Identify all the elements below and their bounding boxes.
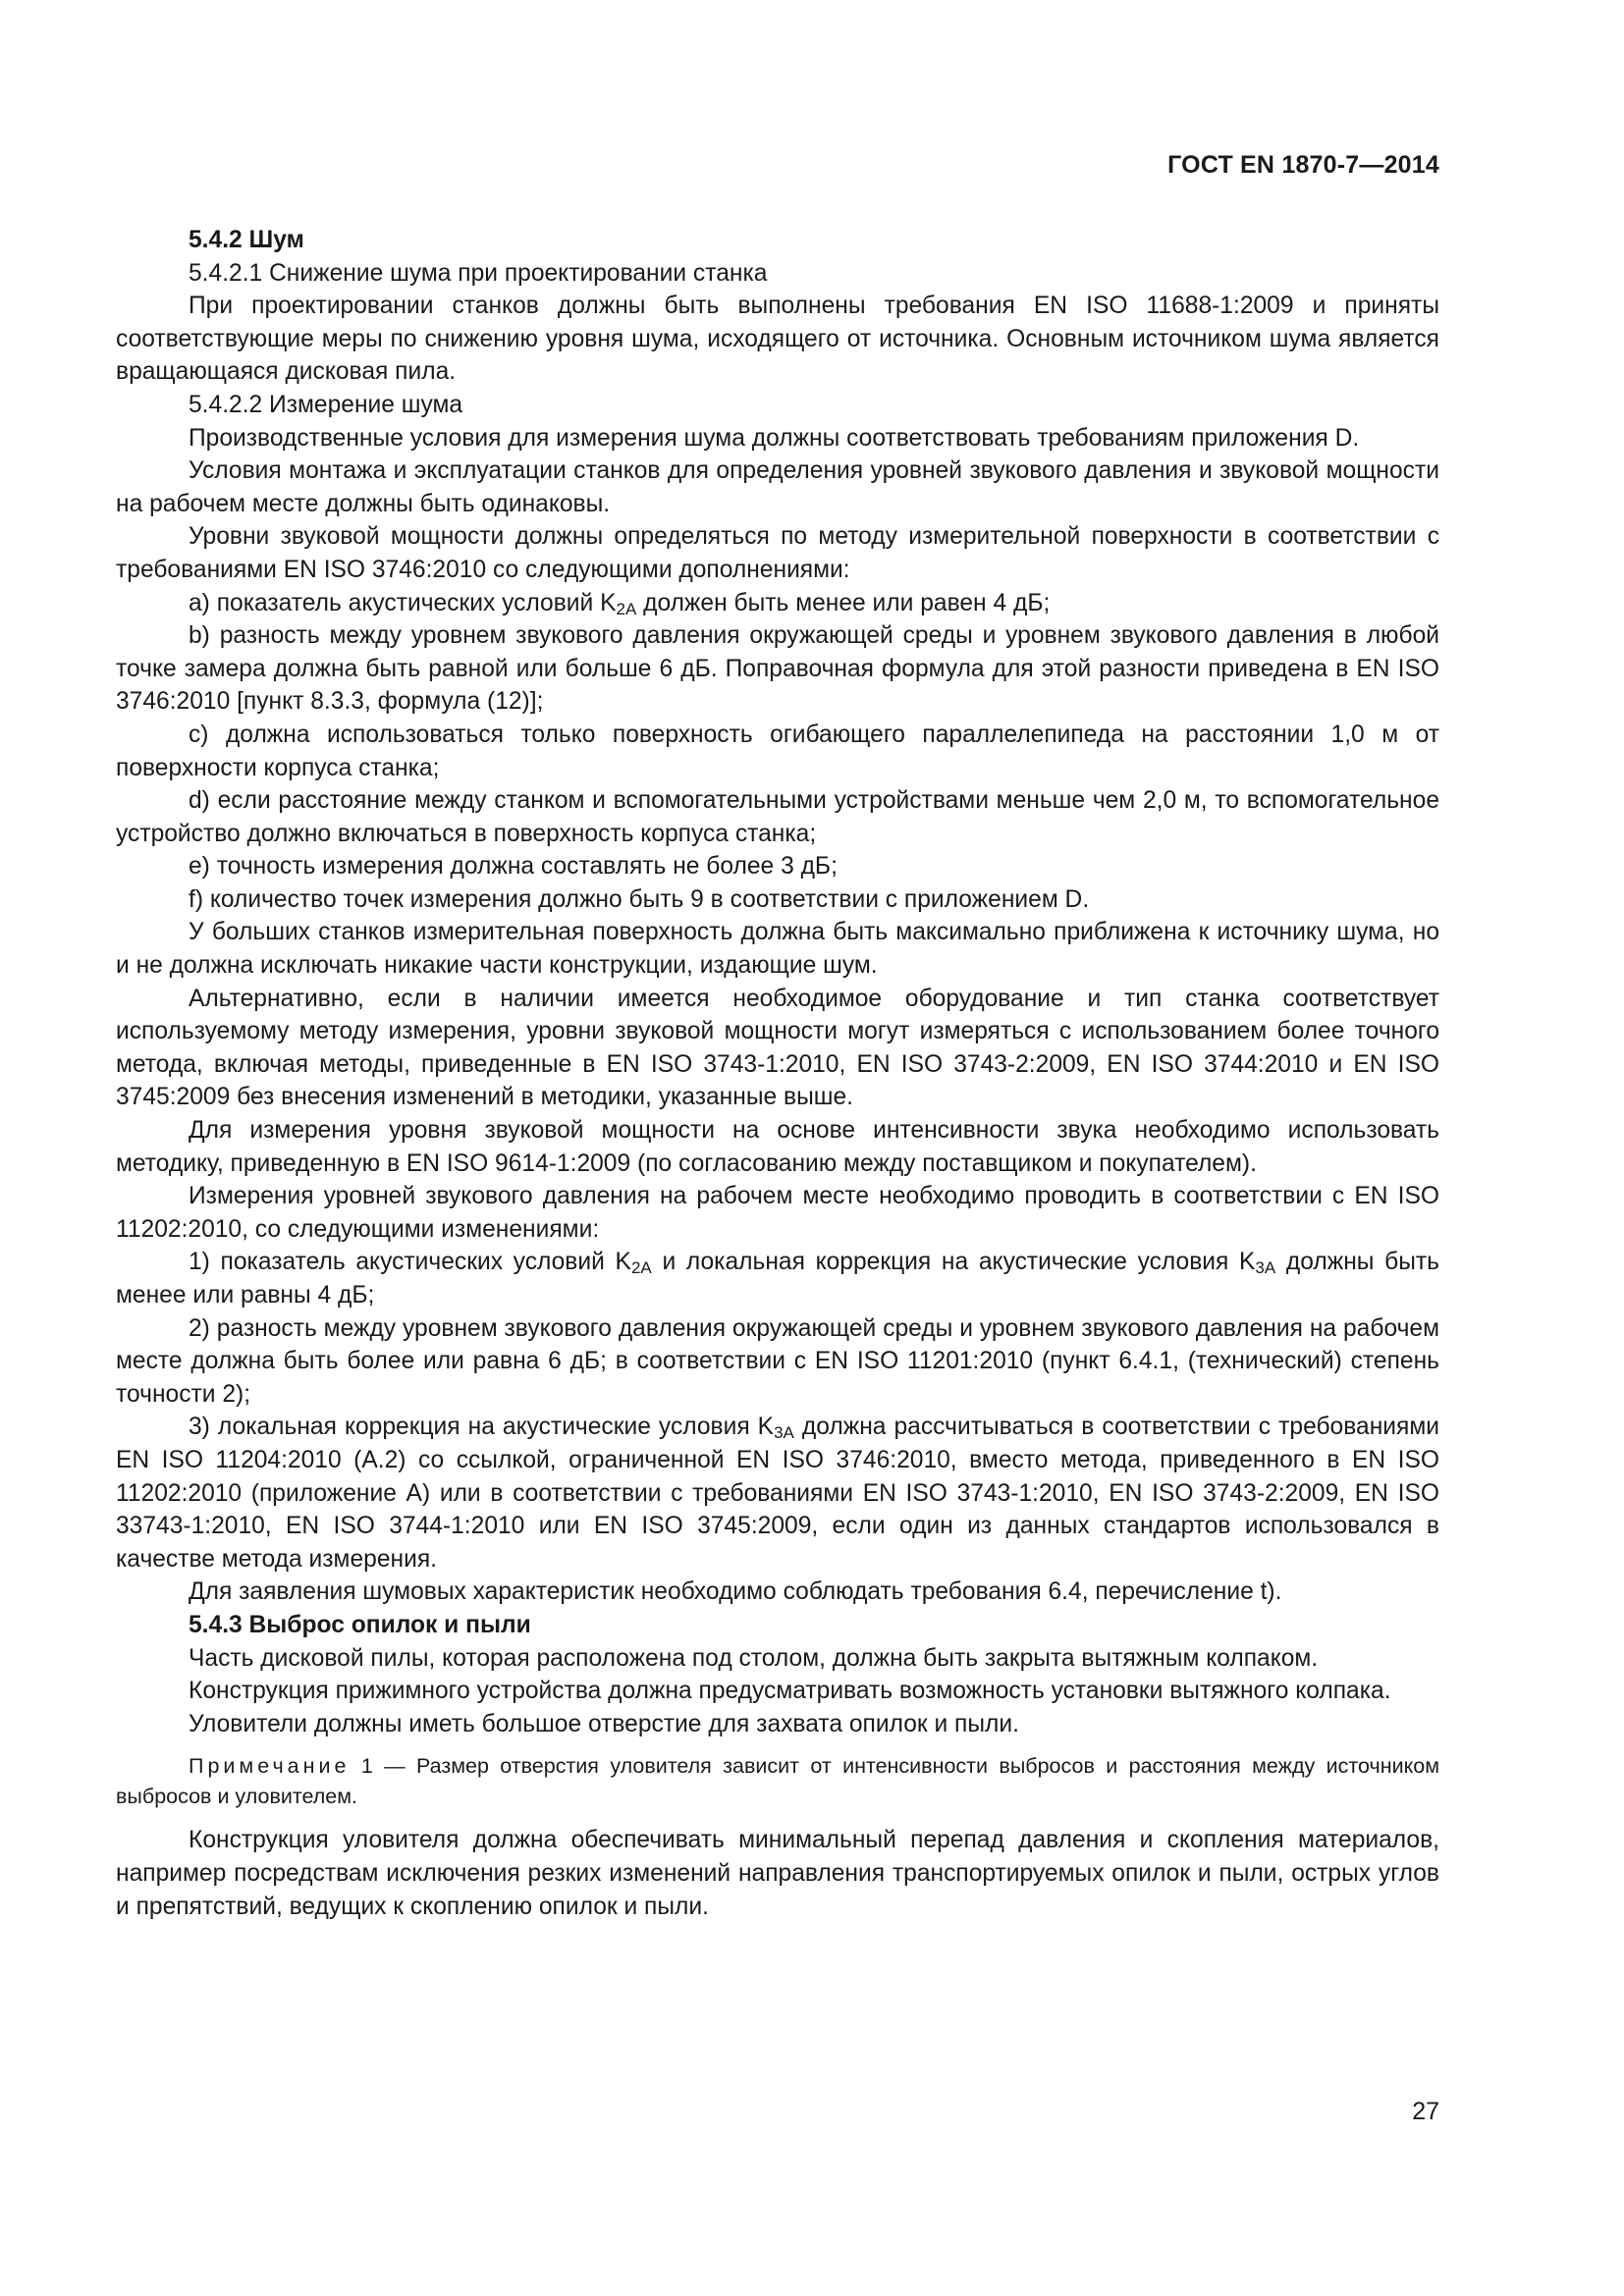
paragraph: Измерения уровней звукового давления на рабочем месте необходимо проводить в соответствии с EN ISO 11202:2010, со следующими изменениями:: [116, 1183, 1439, 1243]
note-text: 1 — Размер отверстия уловителя зависит от интенсивности выбросов и расстояния между источником выбросов и уловителем.: [116, 1754, 1439, 1809]
list-item-text: и локальная коррекция на акустические условия K: [651, 1249, 1256, 1276]
list-item-text: 1) показатель акустических условий K: [189, 1249, 631, 1276]
subscript: 3A: [774, 1423, 794, 1443]
paragraph: Альтернативно, если в наличии имеется необходимое оборудование и тип станка соответствует используемому методу измерения, уровни звуковой мощности могут измеряться с использованием более точного метода, включая методы, приведенные в EN ISO 3743-1:2010, EN ISO 3743-2:2009, EN ISO 3744:2010 и EN ISO 3745:2009 без внесения изменений в методики, указанные выше.: [116, 985, 1439, 1111]
document-body: [116, 224, 1439, 1923]
note: [116, 1751, 1439, 1812]
subscript: 2A: [630, 1258, 652, 1278]
list-item-2: 2) разность между уровнем звукового давления окружающей среды и уровнем звукового давления на рабочем месте должна быть более или равна 6 дБ; в соответствии с EN ISO 11201:2010 (пункт 6.4.1, (технический) степень точности 2);: [116, 1314, 1439, 1408]
section-heading-5-4-2: 5.4.2 Шум: [189, 227, 304, 253]
subsection-heading-5-4-2-1: 5.4.2.1 Снижение шума при проектировании станка: [189, 259, 768, 287]
subscript: 2A: [616, 599, 637, 618]
list-item-1: [116, 1246, 1439, 1311]
list-item-b: b) разность между уровнем звукового давления окружающей среды и уровнем звукового давления в любой точке замера должна быть равной или больше 6 дБ. Поправочная формула для этой разности приведена в EN ISO 3746:2010 [пункт 8.3.3, формула (12)];: [116, 622, 1439, 716]
list-item-e: e) точность измерения должна составлять не более 3 дБ;: [189, 853, 838, 881]
list-item-a: [116, 587, 1439, 620]
document-header: ГОСТ EN 1870-7—2014: [1167, 151, 1439, 179]
list-item-text: a) показатель акустических условий K: [189, 589, 617, 616]
paragraph: У больших станков измерительная поверхность должна быть максимально приближена к источнику шума, но и не должна исключать никакие части конструкции, издающие шум.: [116, 919, 1439, 980]
subsection-heading-5-4-2-2: 5.4.2.2 Измерение шума: [189, 391, 463, 418]
paragraph: Для измерения уровня звуковой мощности на основе интенсивности звука необходимо использовать методику, приведенную в EN ISO 9614-1:2009 (по согласованию между поставщиком и покупателем).: [116, 1117, 1439, 1177]
paragraph: Условия монтажа и эксплуатации станков для определения уровней звукового давления и звуковой мощности на рабочем месте должны быть одинаковы.: [116, 457, 1439, 517]
list-item-d: d) если расстояние между станком и вспомогательными устройствами меньше чем 2,0 м, то вспомогательное устройство должно включаться в поверхность корпуса станка;: [116, 787, 1439, 847]
page-number: 27: [1412, 2098, 1439, 2125]
paragraph: Уровни звуковой мощности должны определяться по методу измерительной поверхности в соответствии с требованиями EN ISO 3746:2010 со следующими дополнениями:: [116, 523, 1439, 583]
paragraph: Конструкция уловителя должна обеспечивать минимальный перепад давления и скопления материалов, например посредствам исключения резких изменений направления транспортируемых опилок и пыли, острых углов и препятствий, ведущих к скоплению опилок и пыли.: [116, 1827, 1439, 1920]
list-item-text: должна рассчитываться в соответствии с требованиями EN ISO 11204:2010 (A.2) со ссылкой, ограниченной EN ISO 3746:2010, вместо метода, приведенного в EN ISO 11202:2010 (приложение А) или в соответствии с требованиями EN ISO 3743-1:2010, EN ISO 3743-2:2009, EN ISO 33743-1:2010, EN ISO 3744-1:2010 или EN ISO 3745:2009, если один из данных стандартов использовался в качестве метода измерения.: [116, 1414, 1439, 1573]
paragraph: Часть дисковой пилы, которая расположена под столом, должна быть закрыта вытяжным колпаком.: [189, 1644, 1319, 1672]
list-item-text: должны быть менее или равны 4 дБ;: [116, 1249, 1439, 1308]
list-item-3: [116, 1411, 1439, 1575]
note-label: Примечание: [189, 1754, 351, 1779]
paragraph: Производственные условия для измерения шума должны соответствовать требованиям приложения D.: [189, 424, 1360, 452]
list-item-c: c) должна использоваться только поверхность огибающего параллелепипеда на расстоянии 1,0 м от поверхности корпуса станка;: [116, 721, 1439, 781]
list-item-f: f) количество точек измерения должно быть 9 в соответствии с приложением D.: [189, 885, 1090, 913]
paragraph: Конструкция прижимного устройства должна предусматривать возможность установки вытяжного колпака.: [189, 1678, 1391, 1705]
paragraph: Для заявления шумовых характеристик необходимо соблюдать требования 6.4, перечисление t).: [189, 1578, 1282, 1606]
paragraph: Уловители должны иметь большое отверстие для захвата опилок и пыли.: [189, 1710, 1019, 1737]
list-item-text: 3) локальная коррекция на акустические условия K: [189, 1414, 775, 1441]
subscript: 3A: [1255, 1258, 1276, 1278]
section-heading-5-4-3: 5.4.3 Выброс опилок и пыли: [189, 1611, 531, 1638]
list-item-text: должен быть менее или равен 4 дБ;: [636, 589, 1051, 616]
paragraph: При проектировании станков должны быть выполнены требования EN ISO 11688-1:2009 и приняты соответствующие меры по снижению уровня шума, исходящего от источника. Основным источником шума является вращающаяся дисковая пила.: [116, 293, 1439, 386]
